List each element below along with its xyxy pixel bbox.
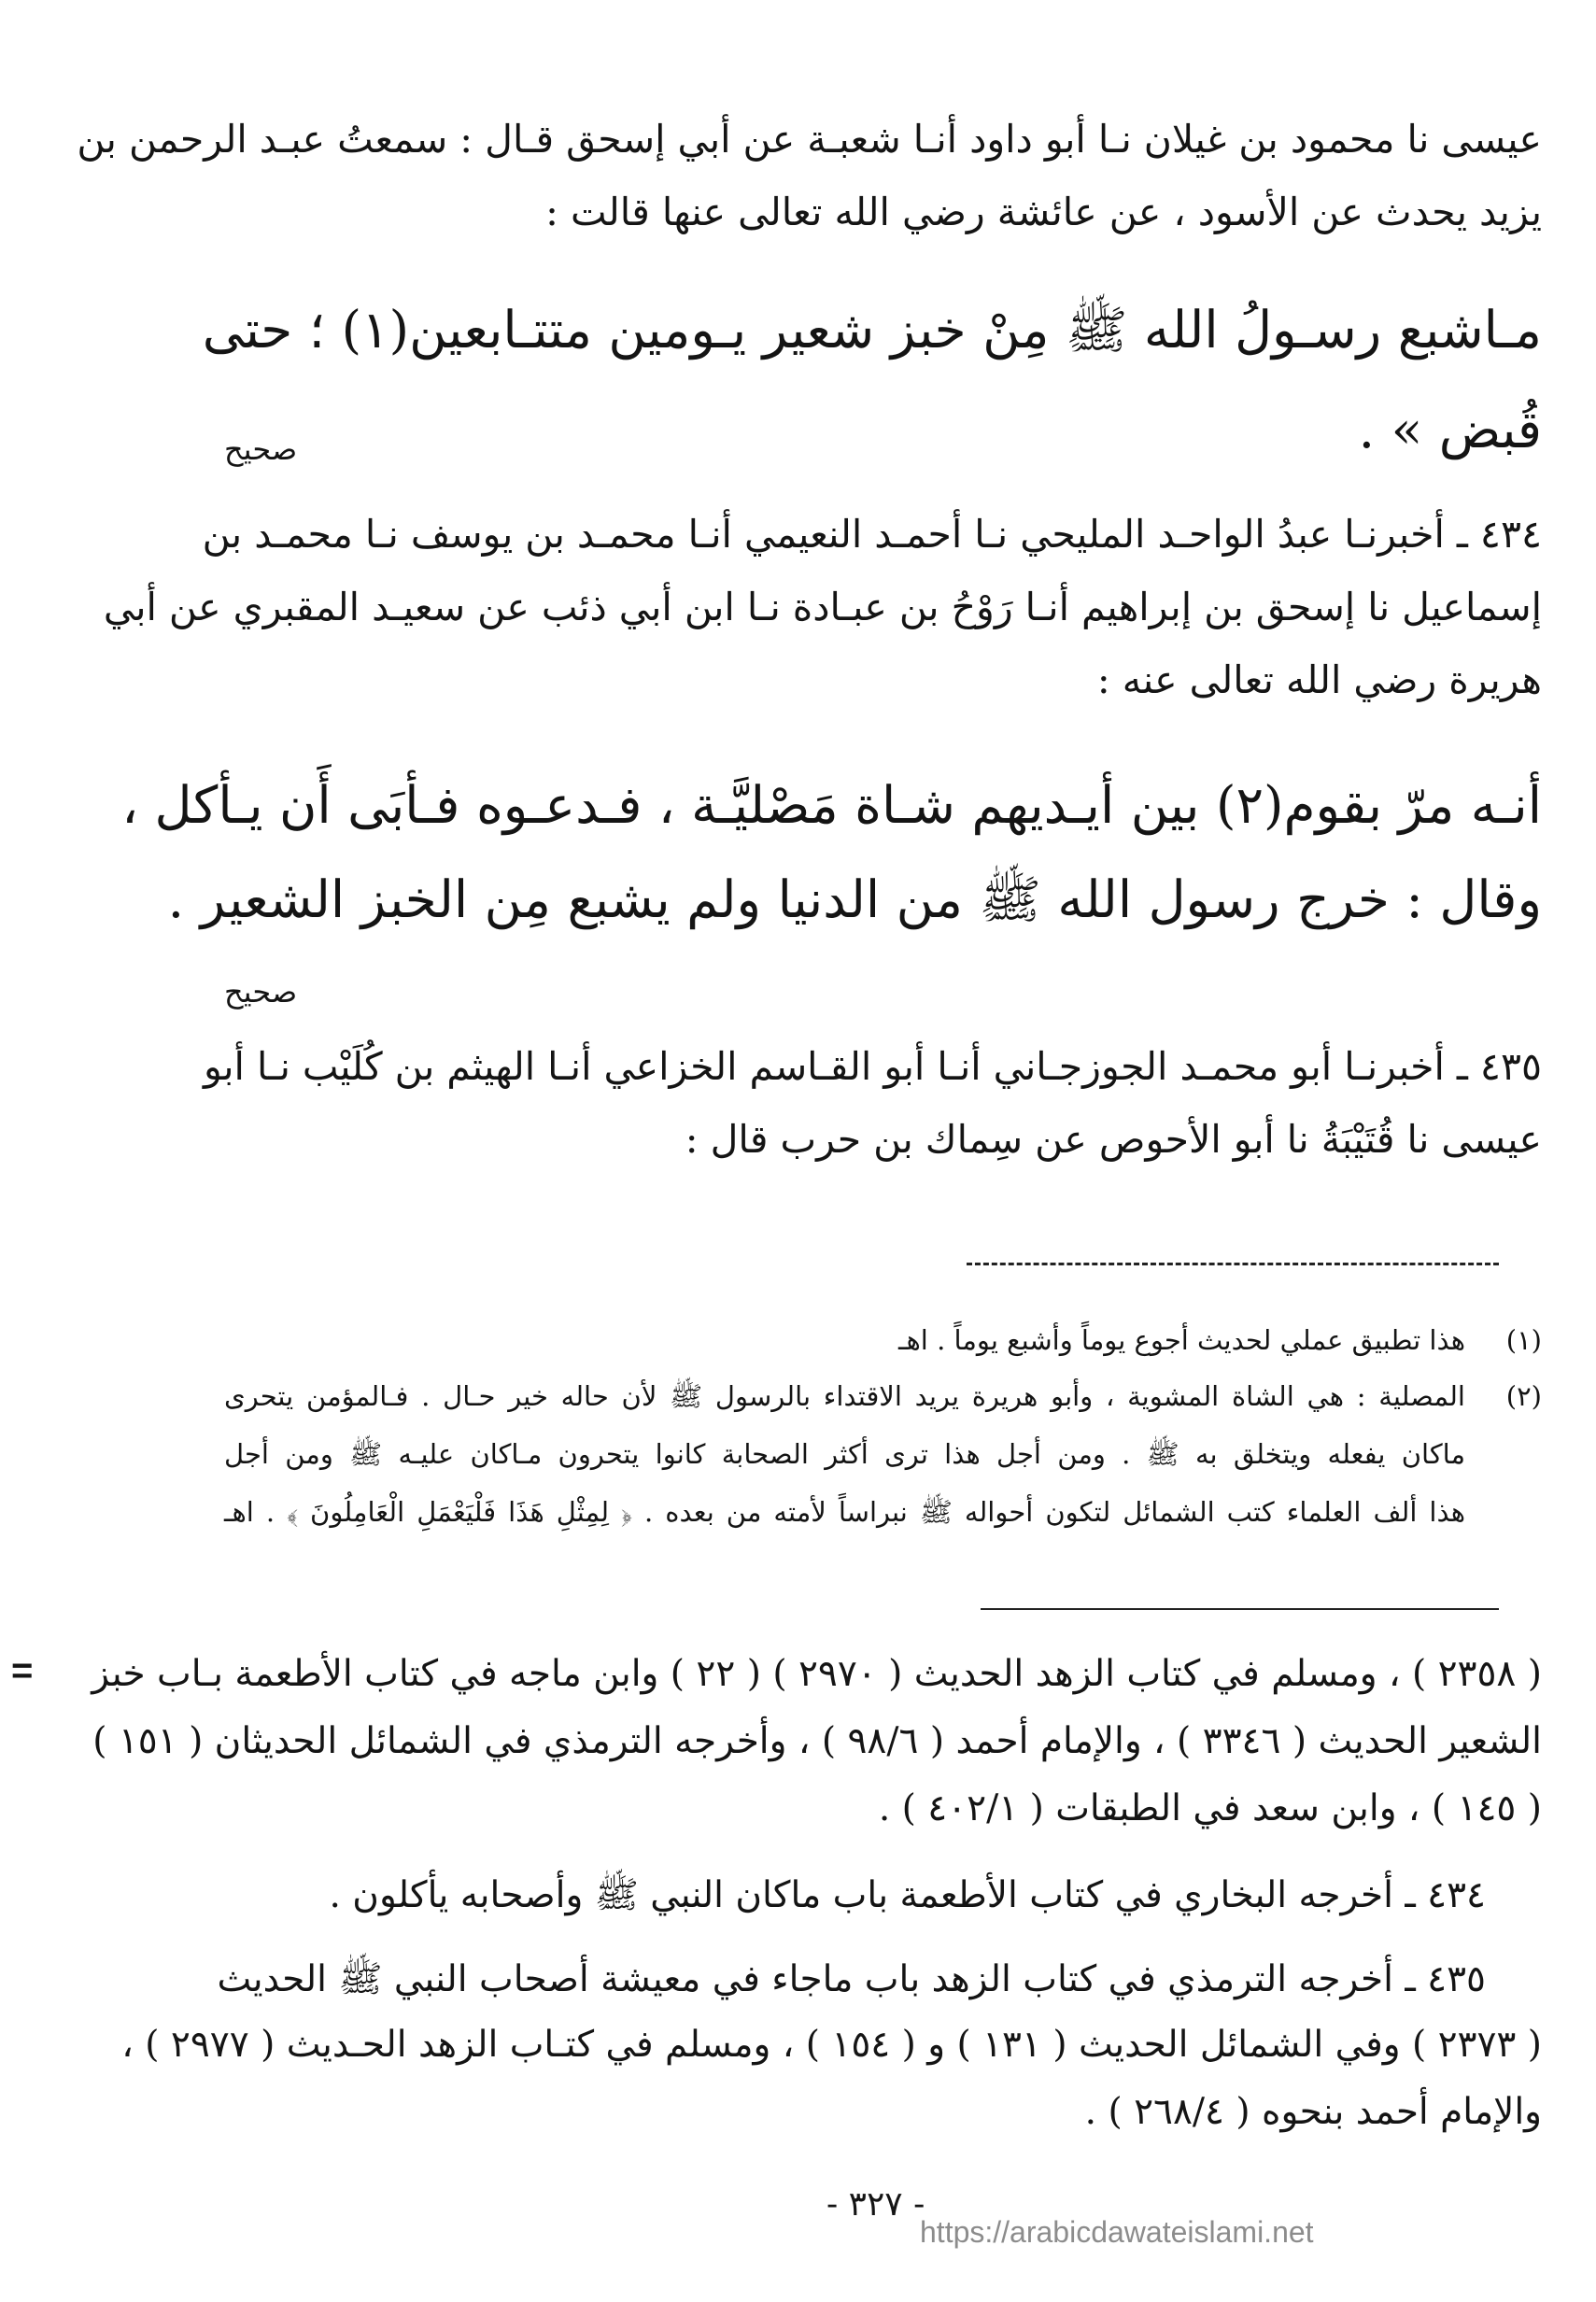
reference-434 (224, 1872, 1542, 1938)
reference-line: ٤٣٥ ـ أخرجه الترمذي في كتاب الزهد باب ماجاء في معيشة أصحاب النبي ﷺ الحديث (217, 1958, 1486, 2000)
reference-1 (92, 1653, 1542, 1877)
isnad-line: يزيد يحدث عن الأسود ، عن عائشة رضي الله تعالى عنها قالت : (545, 190, 1542, 234)
footnote-line: هذا تطبيق عملي لحديث أجوع يوماً وأشبع يوماً . اهـ (898, 1324, 1465, 1356)
hadith-text-434 (121, 775, 1542, 962)
isnad-line: إسماعيل نا إسحق بن إبراهيم أنـا رَوْحُ بن عبـادة نـا ابن أبي ذئب عن سعيـد المقبري عن أبي (103, 585, 1542, 629)
page-number: - ٣٢٧ - (826, 2185, 925, 2224)
hadith-text-1 (202, 299, 1542, 486)
isnad-line: عيسى نا محمود بن غيلان نـا أبو داود أنـا شعبـة عن أبي إسحق قـال : سمعتُ عبـد الرحمن بن (77, 117, 1542, 162)
footnote-number: (١) (1505, 1324, 1542, 1356)
footnote-line: هذا ألف العلماء كتب الشمائل لتكون أحواله ﷺ نبراساً لأمته من بعده . ﴿ لِمِثْلِ هَذَا فَلْيَعْمَلِ الْعَامِلُونَ ﴾ . اهـ (224, 1496, 1465, 1528)
reference-line: ٤٣٤ ـ أخرجه البخاري في كتاب الأطعمة باب ماكان النبي ﷺ وأصحابه يأكلون . (329, 1874, 1486, 1916)
footnote-number: (٢) (1505, 1380, 1542, 1412)
footnote-2 (224, 1380, 1465, 1567)
continuation-mark: = (11, 1650, 34, 1691)
watermark-url: https://arabicdawateislami.net (920, 2215, 1314, 2249)
isnad-435 (203, 1044, 1542, 1193)
reference-line: ( ٢٣٥٨ ) ، ومسلم في كتاب الزهد الحديث ( ٢٩٧٠ ) ( ٢٢ ) وابن ماجه في كتاب الأطعمة بـاب خبز (92, 1653, 1542, 1695)
hadith-grade: صحيح (224, 974, 298, 1010)
hadith-line: مـاشبع رسـولُ الله ﷺ مِنْ خبز شعير يـومين متتـابعين(١) ؛ حتى (202, 300, 1542, 360)
reference-separator (981, 1608, 1499, 1610)
footnote-1 (224, 1324, 1465, 1371)
footnote-separator (967, 1263, 1499, 1265)
hadith-grade: صحيح (224, 431, 298, 467)
footnote-line: المصلية : هي الشاة المشوية ، وأبو هريرة يريد الاقتداء بالرسول ﷺ لأن حاله خير حـال . فـالمؤمن يتحرى (224, 1380, 1465, 1412)
footnote-line: ماكان يفعله ويتخلق به ﷺ . ومن أجل هذا ترى أكثر الصحابة كانوا يتحرون مـاكان عليـه ﷺ ومن أجل (224, 1438, 1465, 1470)
reference-line: والإمام أحمد بنحوه ( ٢٦٨/٤ ) . (1084, 2091, 1542, 2133)
isnad-top (77, 117, 1542, 266)
isnad-line: ٤٣٥ ـ أخبرنـا أبو محمـد الجوزجـاني أنـا أبو القـاسم الخزاعي أنـا الهيثم بن كُلَيْب نـا أبو (203, 1044, 1542, 1089)
isnad-434 (103, 512, 1542, 736)
hadith-line: وقال : خرج رسول الله ﷺ من الدنيا ولم يشبع مِن الخبز الشعير . (167, 869, 1542, 929)
reference-line: الشعير الحديث ( ٣٣٤٦ ) ، والإمام أحمد ( ٩٨/٦ ) ، وأخرجه الترمذي في الشمائل الحديثان ( ١٥١ ) (92, 1720, 1542, 1762)
isnad-line: عيسى نا قُتَيْبَةُ نا أبو الأحوص عن سِماك بن حرب قال : (685, 1117, 1542, 1162)
reference-435 (121, 1956, 1542, 2181)
hadith-line: قُبض » . (1358, 400, 1542, 459)
reference-line: ( ٢٣٧٣ ) وفي الشمائل الحديث ( ١٣١ ) و ( ١٥٤ ) ، ومسلم في كتـاب الزهد الحـديث ( ٢٩٧٧ ) ، (121, 2024, 1542, 2066)
isnad-line: هريرة رضي الله تعالى عنه : (1096, 657, 1542, 702)
hadith-line: أنـه مرّ بقوم(٢) بين أيـديهم شـاة مَصْليَّـة ، فـدعـوه فـأبَى أَن يـأكل ، (121, 775, 1542, 835)
reference-line: ( ١٤٥ ) ، وابن سعد في الطبقات ( ٤٠٢/١ ) . (878, 1787, 1542, 1829)
isnad-line: ٤٣٤ ـ أخبرنـا عبدُ الواحـد المليحي نـا أحمـد النعيمي أنـا محمـد بن يوسف نـا محمـد بن (202, 512, 1542, 557)
